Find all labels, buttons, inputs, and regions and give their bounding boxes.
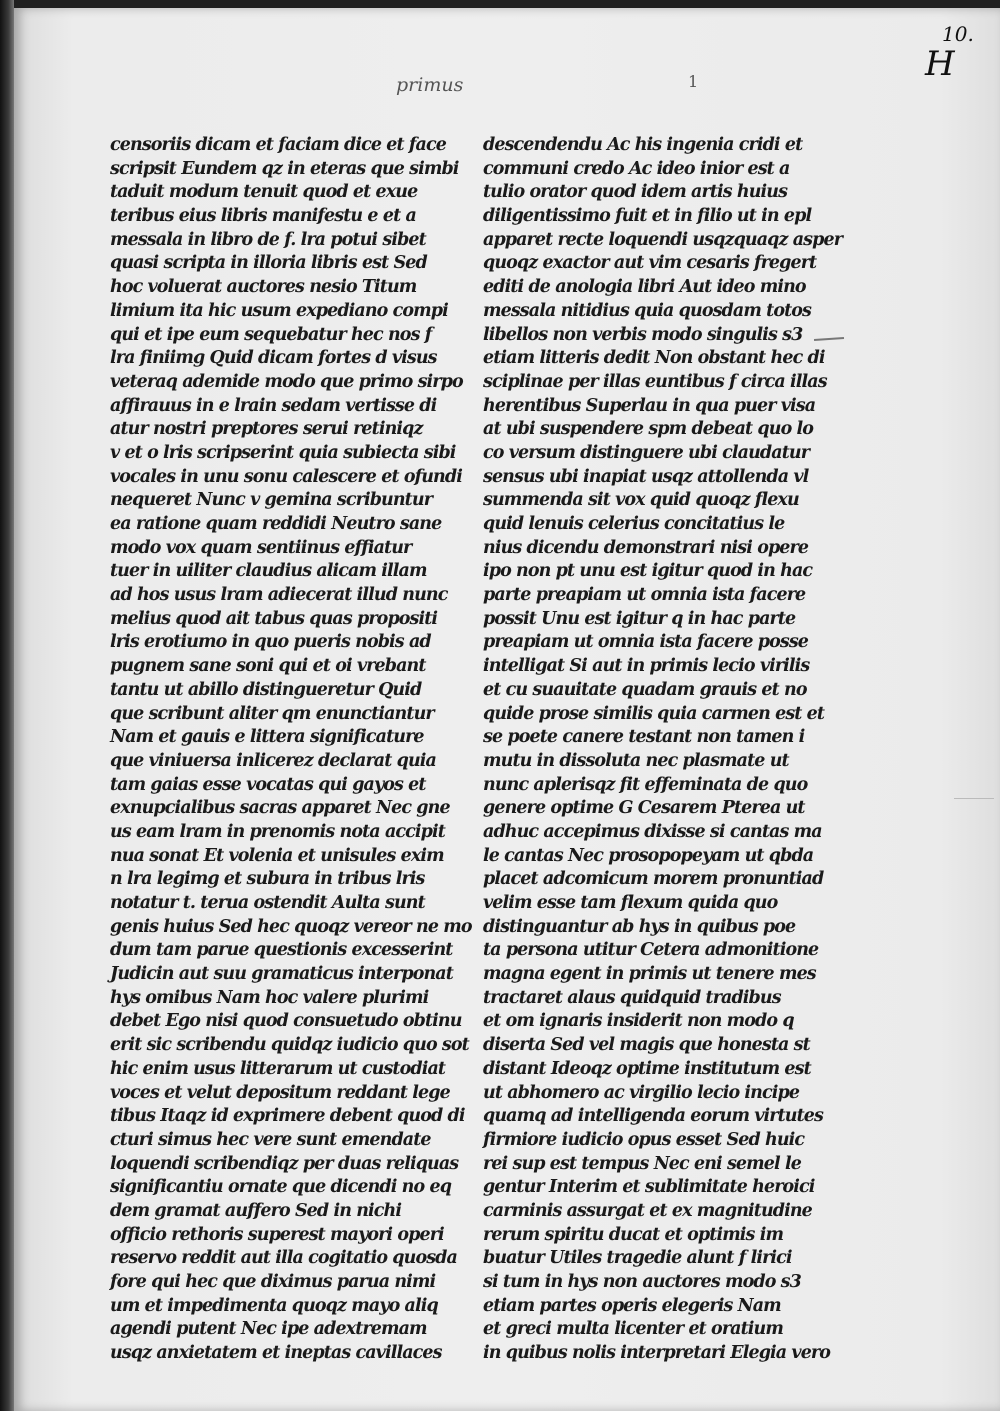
manuscript-line: carminis assurgat et ex magnitudine [483, 1200, 812, 1221]
manuscript-line: intelligat Si aut in primis lecio virilis [483, 656, 810, 677]
manuscript-line: taduit modum tenuit quod et exue [110, 182, 418, 203]
manuscript-line: et om ignaris insiderit non modo q [483, 1011, 794, 1032]
text-column-right [483, 134, 843, 1366]
manuscript-line: editi de anologia libri Aut ideo mino [483, 277, 806, 298]
manuscript-line: herentibus Superlau in qua puer visa [483, 395, 816, 416]
manuscript-line: sensus ubi inapiat usqz attollenda vl [483, 466, 809, 487]
manuscript-line: magna egent in primis ut tenere mes [483, 964, 816, 985]
manuscript-line: ipo non pt unu est igitur quod in hac [483, 561, 813, 582]
manuscript-line: n lra legimg et subura in tribus lris [110, 869, 425, 890]
manuscript-line: etiam litteris dedit Non obstant hec di [483, 348, 825, 369]
text-column-left [110, 134, 472, 1366]
manuscript-line: le cantas Nec prosopopeyam ut qbda [483, 845, 814, 866]
manuscript-line: diserta Sed vel magis que honesta st [483, 1035, 810, 1056]
manuscript-line: quamq ad intelligenda eorum virtutes [483, 1106, 823, 1127]
manuscript-line: modo vox quam sentiinus effiatur [110, 537, 412, 558]
manuscript-line: ut abhomero ac virgilio lecio incipe [483, 1082, 800, 1103]
old-foliation-mark: H [925, 44, 953, 84]
manuscript-line: placet adcomicum morem pronuntiad [483, 869, 824, 890]
manuscript-line: dem gramat auffero Sed in nichi [110, 1200, 402, 1221]
manuscript-line: mutu in dissoluta nec plasmate ut [483, 750, 789, 771]
manuscript-line: apparet recte loquendi usqzquaqz asper [483, 229, 843, 250]
manuscript-line: que scribunt aliter qm enunctiantur [110, 703, 434, 724]
manuscript-line: quasi scripta in illoria libris est Sed [110, 253, 427, 274]
manuscript-line: nua sonat Et volenia et unisules exim [110, 845, 444, 866]
manuscript-line: teribus eius libris manifestu e et a [110, 206, 416, 227]
manuscript-line: tuer in uiliter claudius alicam illam [110, 561, 427, 582]
manuscript-line: v et o lris scripserint quia subiecta sibi [110, 442, 456, 463]
manuscript-line: hys omibus Nam hoc valere plurimi [110, 987, 429, 1008]
manuscript-line: voces et velut depositum reddant lege [110, 1082, 450, 1103]
manuscript-line: hoc voluerat auctores nesio Titum [110, 277, 417, 298]
manuscript-line: genis huius Sed hec quoqz vereor ne mo [110, 916, 472, 937]
manuscript-line: nius dicendu demonstrari nisi opere [483, 537, 809, 558]
manuscript-line: velim esse tam flexum quida quo [483, 893, 778, 913]
manuscript-line: sciplinae per illas euntibus f circa illas [483, 371, 827, 392]
manuscript-line: atur nostri preptores serui retiniqz [110, 419, 423, 440]
manuscript-line: adhuc accepimus dixisse si cantas ma [483, 821, 822, 842]
manuscript-line: preapiam ut omnia ista facere posse [483, 632, 809, 653]
manuscript-line: pugnem sane soni qui et oi vrebant [110, 656, 426, 677]
manuscript-line: scripsit Eundem qz in eteras que simbi [110, 158, 459, 179]
manuscript-line: quid lenuis celerius concitatius le [483, 514, 785, 534]
manuscript-line: Judicin aut suu gramaticus interponat [110, 964, 453, 985]
manuscript-line: in quibus nolis interpretari Elegia vero [483, 1343, 831, 1364]
manuscript-line: possit Unu est igitur q in hac parte [483, 608, 796, 629]
running-head-mark: 1 [688, 72, 699, 91]
manuscript-line: significantiu ornate que dicendi no eq [110, 1177, 452, 1198]
manuscript-line: Nam et gauis e littera significature [110, 727, 424, 748]
running-head: primus [396, 74, 464, 96]
manuscript-line: officio rethoris superest mayori operi [110, 1224, 444, 1245]
manuscript-line: libellos non verbis modo singulis s3 [483, 324, 803, 345]
folio-number: 10. [942, 22, 974, 46]
manuscript-line: affirauus in e lrain sedam vertisse di [110, 395, 437, 416]
manuscript-line: gentur Interim et sublimitate heroici [483, 1177, 815, 1198]
manuscript-line: at ubi suspendere spm debeat quo lo [483, 419, 814, 440]
manuscript-line: notatur t. terua ostendit Aulta sunt [110, 893, 425, 913]
manuscript-line: lris erotiumo in quo pueris nobis ad [110, 632, 431, 653]
manuscript-line: agendi putent Nec ipe adextremam [110, 1319, 427, 1340]
manuscript-line: censoriis dicam et faciam dice et face [110, 135, 446, 155]
manuscript-line: buatur Utiles tragedie alunt f lirici [483, 1248, 792, 1269]
manuscript-line: erit sic scribendu quidqz iudicio quo sot [110, 1035, 469, 1056]
manuscript-line: nunc aplerisqz fit effeminata de quo [483, 774, 808, 795]
manuscript-line: rei sup est tempus Nec eni semel le [483, 1153, 801, 1174]
manuscript-line: hic enim usus litterarum ut custodiat [110, 1058, 446, 1079]
manuscript-line: rerum spiritu ducat et optimis im [483, 1224, 784, 1245]
manuscript-line: tam gaias esse vocatas qui gayos et [110, 774, 426, 795]
manuscript-line: summenda sit vox quid quoqz flexu [483, 490, 799, 511]
manuscript-line: co versum distinguere ubi claudatur [483, 442, 810, 463]
manuscript-line: genere optime G Cesarem Pterea ut [483, 798, 805, 819]
manuscript-line: descendendu Ac his ingenia cridi et [483, 135, 803, 155]
manuscript-line: si tum in hys non auctores modo s3 [483, 1272, 801, 1292]
manuscript-line: dum tam parue questionis excesserint [110, 940, 453, 961]
manuscript-line: que viniuersa inlicerez declarat quia [110, 750, 436, 771]
manuscript-line: quide prose similis quia carmen est et [483, 703, 825, 724]
manuscript-line: fore qui hec que diximus parua nimi [110, 1272, 436, 1292]
manuscript-line: usqz anxietatem et ineptas cavillaces [110, 1343, 442, 1364]
manuscript-line: um et impedimenta quoqz mayo aliq [110, 1295, 438, 1316]
manuscript-line: cturi simus hec vere sunt emendate [110, 1129, 431, 1150]
manuscript-line: ta persona utitur Cetera admonitione [483, 940, 819, 961]
manuscript-line: nequeret Nunc v gemina scribuntur [110, 490, 433, 511]
manuscript-line: debet Ego nisi quod consuetudo obtinu [110, 1011, 462, 1032]
manuscript-line: messala in libro de f. lra potui sibet [110, 229, 426, 250]
manuscript-line: distinguantur ab hys in quibus poe [483, 916, 796, 937]
manuscript-line: tibus Itaqz id exprimere debent quod di [110, 1106, 465, 1127]
manuscript-line: etiam partes operis elegeris Nam [483, 1295, 781, 1316]
manuscript-line: limium ita hic usum expediano compi [110, 300, 448, 321]
manuscript-line: et cu suauitate quadam grauis et no [483, 679, 807, 700]
manuscript-line: quoqz exactor aut vim cesaris fregert [483, 253, 817, 274]
manuscript-line: parte preapiam ut omnia ista facere [483, 585, 806, 606]
manuscript-line: tractaret alaus quidquid tradibus [483, 987, 781, 1008]
manuscript-line: messala nitidius quia quosdam totos [483, 300, 812, 321]
manuscript-line: veteraq ademide modo que primo sirpo [110, 371, 463, 392]
manuscript-line: distant Ideoqz optime institutum est [483, 1058, 811, 1079]
manuscript-line: us eam lram in prenomis nota accipit [110, 821, 445, 842]
manuscript-line: exnupcialibus sacras apparet Nec gne [110, 798, 450, 819]
manuscript-line: ad hos usus lram adiecerat illud nunc [110, 585, 448, 606]
manuscript-line: loquendi scribendiqz per duas reliquas [110, 1153, 459, 1174]
manuscript-line: ea ratione quam reddidi Neutro sane [110, 514, 442, 534]
parchment-mark [954, 798, 994, 799]
manuscript-line: tantu ut abillo distingueretur Quid [110, 679, 422, 700]
manuscript-line: lra finiimg Quid dicam fortes d visus [110, 348, 437, 369]
manuscript-line: vocales in unu sonu calescere et ofundi [110, 466, 462, 487]
manuscript-line: et greci multa licenter et oratium [483, 1319, 783, 1340]
manuscript-line: diligentissimo fuit et in filio ut in epl [483, 206, 812, 227]
manuscript-line: reservo reddit aut illa cogitatio quosda [110, 1248, 457, 1269]
manuscript-line: qui et ipe eum sequebatur hec nos f [110, 324, 432, 345]
manuscript-line: communi credo Ac ideo inior est a [483, 158, 790, 179]
binding-shadow [0, 0, 14, 1411]
manuscript-line: tulio orator quod idem artis huius [483, 182, 788, 203]
manuscript-line: melius quod ait tabus quas propositi [110, 608, 438, 629]
manuscript-line: se poete canere testant non tamen i [483, 727, 805, 748]
manuscript-line: firmiore iudicio opus esset Sed huic [483, 1129, 805, 1150]
